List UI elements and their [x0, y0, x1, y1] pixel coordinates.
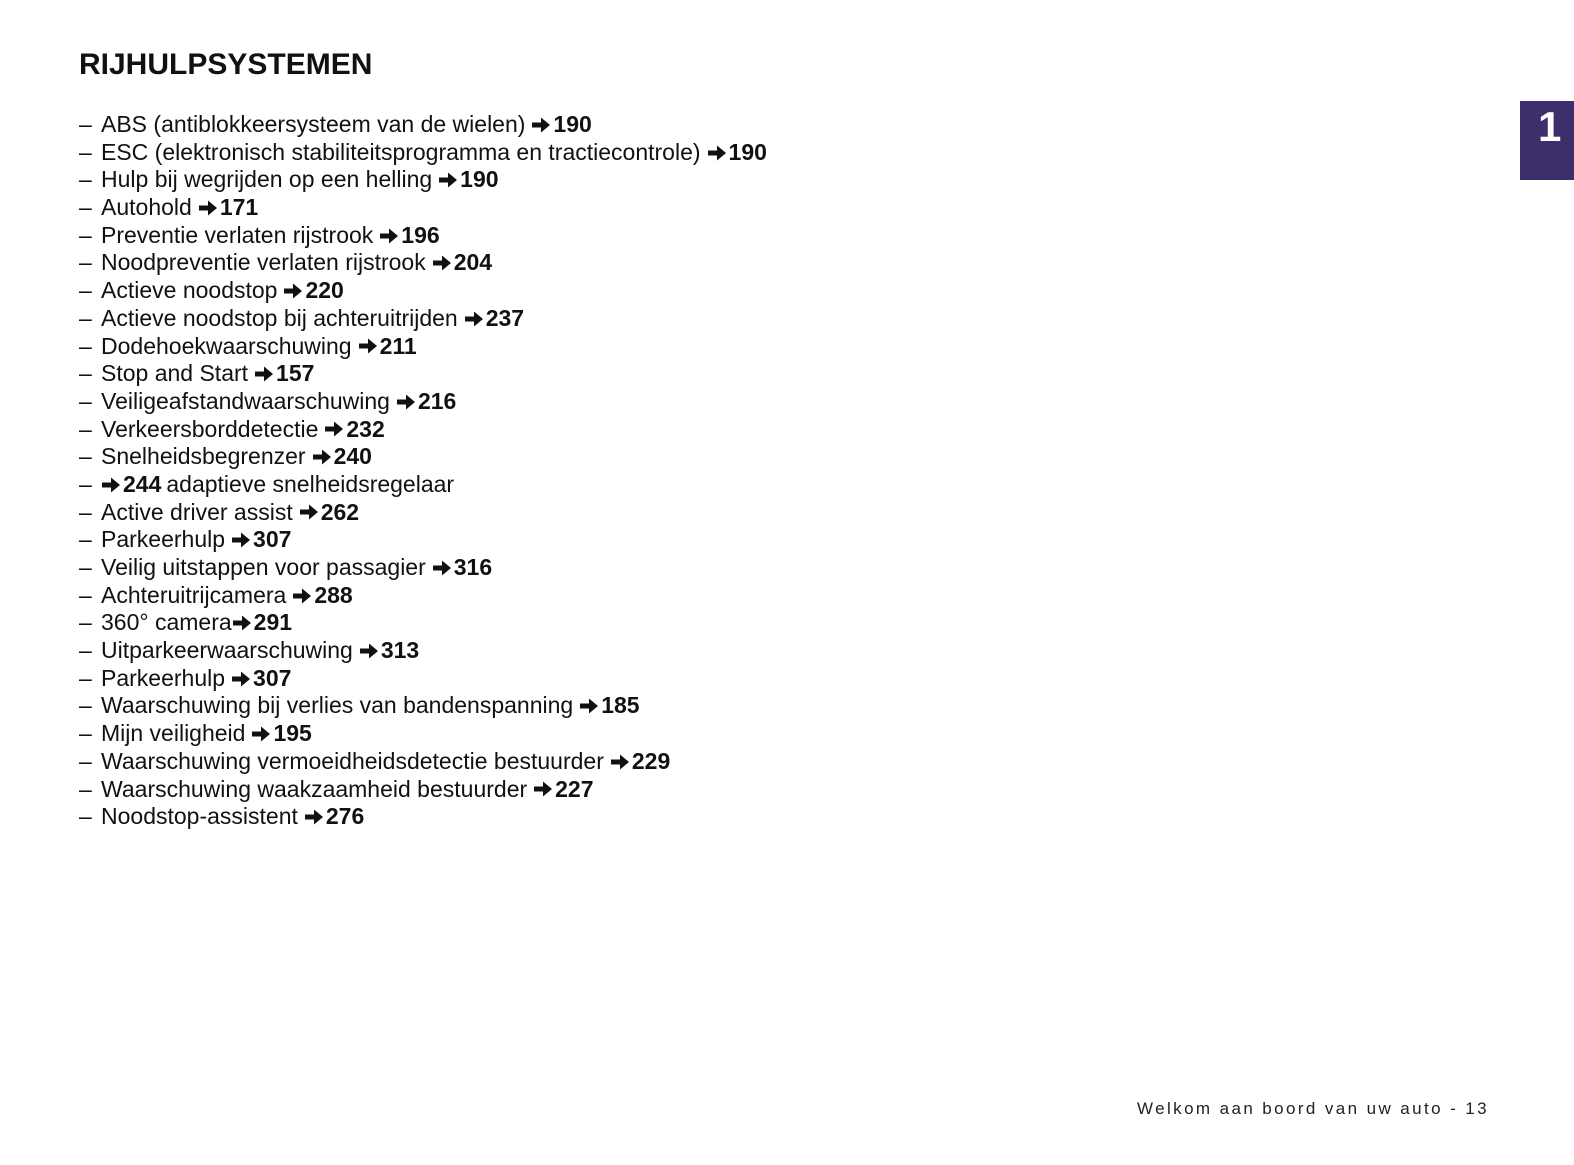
list-dash: – — [79, 470, 92, 497]
page-number: 229 — [631, 747, 671, 774]
page-number: 211 — [379, 332, 417, 359]
item-label: Verkeersborddetectie — [101, 415, 319, 442]
arrow-right-icon — [610, 753, 630, 771]
list-item — [79, 665, 767, 693]
list-item — [79, 222, 767, 250]
page-reference[interactable] — [293, 499, 359, 527]
page-reference[interactable] — [225, 526, 291, 554]
arrow-right-icon — [312, 448, 332, 466]
item-label: Waarschuwing waakzaamheid bestuurder — [101, 775, 528, 802]
item-label: Autohold — [101, 194, 192, 221]
page-title: RIJHULPSYSTEMEN — [79, 48, 373, 81]
page-reference[interactable] — [248, 360, 314, 388]
list-item — [79, 609, 767, 637]
page-number: 240 — [333, 443, 372, 470]
arrow-right-icon — [324, 420, 344, 438]
arrow-right-icon — [707, 144, 727, 162]
item-label: Achteruitrijcamera — [101, 581, 287, 608]
arrow-right-icon — [579, 697, 599, 715]
item-label: Veilig uitstappen voor passagier — [101, 554, 426, 580]
page-footer: Welkom aan boord van uw auto - 13 — [1137, 1099, 1489, 1118]
page-reference[interactable] — [432, 166, 498, 194]
arrow-right-icon — [432, 254, 452, 272]
page-number: 244 — [123, 470, 162, 497]
arrow-right-icon — [533, 780, 553, 798]
page-reference[interactable] — [573, 692, 639, 720]
page-reference[interactable] — [298, 803, 364, 831]
list-item — [79, 277, 767, 305]
arrow-right-icon — [283, 282, 303, 300]
arrow-right-icon — [232, 614, 252, 632]
arrow-right-icon — [231, 670, 251, 688]
feature-list — [79, 111, 767, 831]
item-label: Veiligeafstandwaarschuwing — [101, 387, 390, 414]
list-dash: – — [79, 166, 92, 193]
list-dash: – — [79, 332, 92, 359]
list-item — [79, 360, 767, 388]
list-item — [79, 582, 767, 610]
list-dash: – — [79, 664, 92, 691]
page-number: 276 — [325, 803, 365, 830]
list-dash: – — [79, 221, 92, 248]
page-reference[interactable] — [101, 471, 161, 499]
page-number: 291 — [253, 609, 293, 636]
item-label: Parkeerhulp — [101, 526, 226, 553]
page-number: 220 — [305, 277, 344, 304]
page-reference[interactable] — [390, 388, 456, 416]
list-dash: – — [79, 554, 92, 580]
list-item — [79, 692, 767, 720]
arrow-right-icon — [251, 725, 271, 743]
list-dash: – — [79, 249, 92, 276]
arrow-right-icon — [292, 587, 312, 605]
arrow-right-icon — [359, 642, 379, 660]
list-item — [79, 111, 767, 139]
list-item — [79, 471, 767, 499]
item-label: Snelheidsbegrenzer — [101, 443, 306, 470]
list-item — [79, 249, 767, 277]
page-reference[interactable] — [701, 139, 767, 167]
list-item — [79, 803, 767, 831]
list-item — [79, 554, 767, 582]
chapter-tab[interactable]: 1 — [1520, 101, 1574, 180]
page-number: 190 — [553, 111, 592, 137]
list-dash: – — [79, 277, 92, 304]
page-reference[interactable] — [426, 249, 492, 277]
page-reference[interactable] — [277, 277, 343, 305]
page-number: 237 — [485, 304, 525, 331]
list-dash: – — [79, 637, 92, 664]
page-number: 288 — [314, 581, 353, 608]
page-number: 227 — [555, 775, 594, 802]
list-item — [79, 388, 767, 416]
list-dash: – — [79, 415, 92, 442]
item-label: Waarschuwing bij verlies van bandenspanning — [101, 692, 574, 719]
list-dash: – — [79, 747, 92, 774]
page-reference[interactable] — [306, 443, 372, 471]
page-number: 157 — [276, 360, 315, 387]
arrow-right-icon — [396, 393, 416, 411]
list-dash: – — [79, 581, 92, 608]
list-dash: – — [79, 609, 92, 636]
list-item — [79, 166, 767, 194]
list-item — [79, 776, 767, 804]
page-number: 190 — [728, 138, 767, 165]
list-dash: – — [79, 138, 92, 165]
arrow-right-icon — [299, 503, 319, 521]
item-label: Active driver assist — [101, 498, 293, 525]
arrow-right-icon — [231, 531, 251, 549]
list-dash: – — [79, 775, 92, 802]
page-number: 190 — [460, 166, 499, 193]
list-dash: – — [79, 692, 92, 719]
list-dash: – — [79, 111, 92, 137]
item-label: Actieve noodstop bij achteruitrijden — [101, 304, 458, 331]
arrow-right-icon — [531, 116, 551, 134]
page-number: 307 — [253, 664, 292, 691]
page-reference[interactable] — [225, 665, 291, 693]
item-label: Dodehoekwaarschuwing — [101, 332, 352, 359]
list-item — [79, 443, 767, 471]
arrow-right-icon — [304, 808, 324, 826]
item-label: Mijn veiligheid — [101, 720, 246, 747]
item-label: 360° camera — [101, 609, 232, 636]
item-label: Preventie verlaten rijstrook — [101, 221, 374, 248]
arrow-right-icon — [379, 227, 399, 245]
item-label: Uitparkeerwaarschuwing — [101, 637, 353, 664]
page-reference[interactable] — [192, 194, 258, 222]
page-reference[interactable] — [232, 609, 292, 637]
item-label: Noodstop-assistent — [101, 803, 298, 830]
arrow-right-icon — [254, 365, 274, 383]
page-reference[interactable] — [373, 222, 439, 250]
page-number: 171 — [219, 194, 259, 221]
list-dash: – — [79, 498, 92, 525]
list-item — [79, 499, 767, 527]
arrow-right-icon — [432, 559, 452, 577]
list-dash: – — [79, 360, 92, 387]
page-number: 313 — [380, 637, 420, 664]
page-number: 204 — [453, 249, 493, 276]
item-label: ABS (antiblokkeersysteem van de wielen) — [101, 111, 526, 137]
item-label: Parkeerhulp — [101, 664, 226, 691]
list-dash: – — [79, 387, 92, 414]
page-reference[interactable] — [352, 333, 417, 361]
list-dash: – — [79, 720, 92, 747]
list-item — [79, 333, 767, 361]
page-number: 262 — [320, 498, 360, 525]
list-dash: – — [79, 194, 92, 221]
list-item — [79, 139, 767, 167]
page-reference[interactable] — [458, 305, 524, 333]
page-number: 196 — [401, 221, 440, 248]
arrow-right-icon — [358, 337, 378, 355]
list-dash: – — [79, 443, 92, 470]
arrow-right-icon — [438, 171, 458, 189]
list-dash: – — [79, 803, 92, 830]
item-label: Actieve noodstop — [101, 277, 278, 304]
page-reference[interactable] — [245, 720, 311, 748]
list-item — [79, 416, 767, 444]
page-reference[interactable] — [527, 776, 593, 804]
item-label: Stop and Start — [101, 360, 249, 387]
list-dash: – — [79, 526, 92, 553]
list-dash: – — [79, 304, 92, 331]
page-reference[interactable] — [286, 582, 352, 610]
item-label: adaptieve snelheidsregelaar — [166, 470, 455, 497]
page-reference[interactable] — [426, 554, 492, 582]
arrow-right-icon — [101, 476, 121, 494]
page-number: 232 — [346, 415, 385, 442]
page-number: 316 — [453, 554, 493, 580]
item-label: Noodpreventie verlaten rijstrook — [101, 249, 426, 276]
item-label: ESC (elektronisch stabiliteitsprogramma en tractiecontrole) — [101, 138, 701, 165]
page-number: 216 — [417, 387, 457, 414]
list-item — [79, 720, 767, 748]
item-label: Waarschuwing vermoeidheidsdetectie bestuurder — [101, 747, 604, 774]
list-item — [79, 194, 767, 222]
page-reference[interactable] — [525, 111, 591, 139]
page-reference[interactable] — [604, 748, 670, 776]
arrow-right-icon — [464, 310, 484, 328]
list-item — [79, 748, 767, 776]
page-reference[interactable] — [318, 416, 384, 444]
list-item — [79, 305, 767, 333]
arrow-right-icon — [198, 199, 218, 217]
list-item — [79, 526, 767, 554]
item-label: Hulp bij wegrijden op een helling — [101, 166, 433, 193]
page-number: 185 — [601, 692, 640, 719]
page-number: 307 — [253, 526, 292, 553]
page-number: 195 — [273, 720, 312, 747]
list-item — [79, 637, 767, 665]
page-reference[interactable] — [353, 637, 419, 665]
